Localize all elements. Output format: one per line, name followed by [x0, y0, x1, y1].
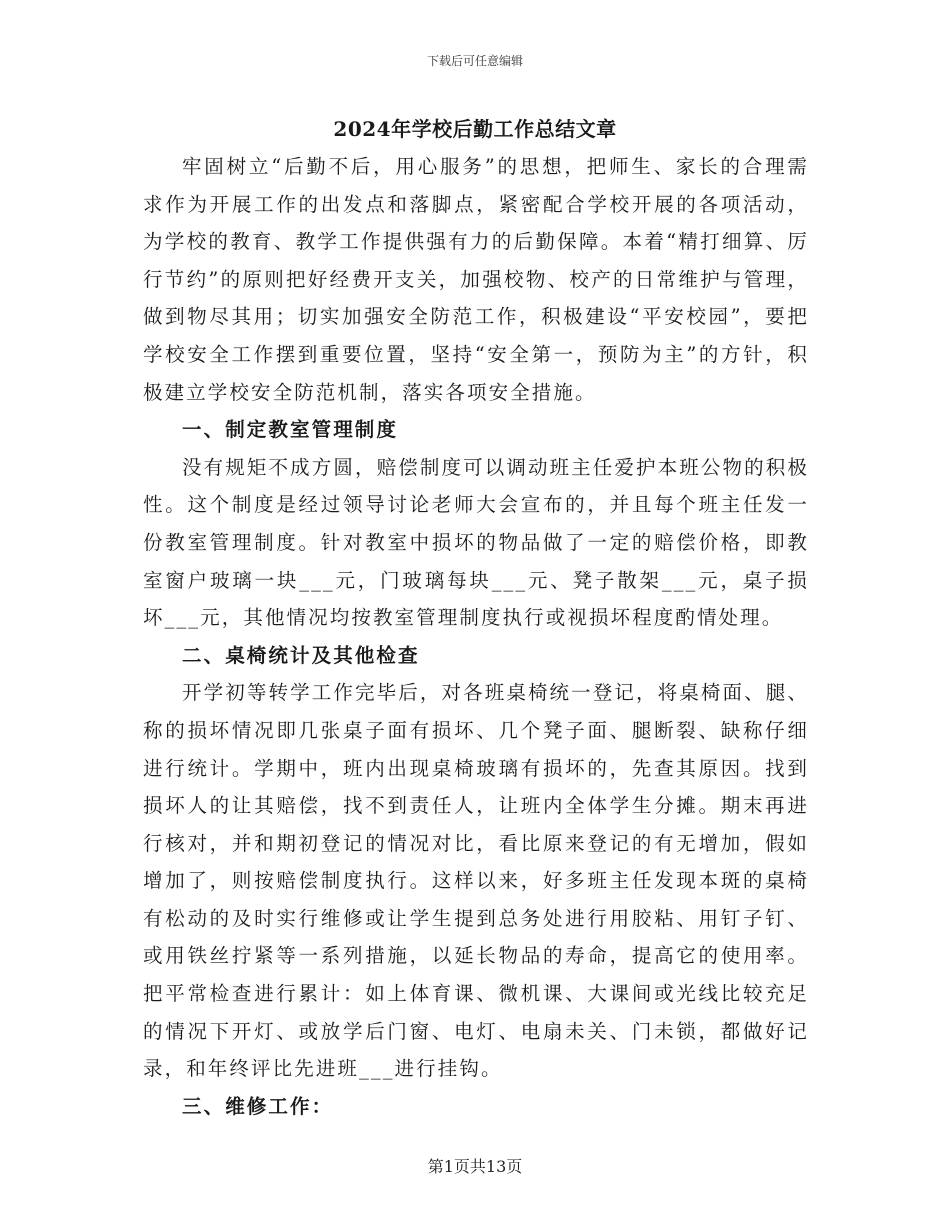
section-heading-3: 三、维修工作： [182, 1094, 334, 1118]
paragraph-section-2: 开学初等转学工作完毕后，对各班桌椅统一登记，将桌椅面、腿、称的损坏情况即几张桌子面有损坏、几个凳子面、腿断裂、缺称仔细进行统计。学期中，班内出现桌椅玻璃有损坏的，先查其原因。找到损坏人的让其赔偿，找不到责任人，让班内全体学生分摊。期末再进行核对，并和期初登记的情况对比，看比原来登记的有无增加，假如增加了，则按赔偿制度执行。这样以来，好多班主任发现本斑的桌椅有松动的及时实行维修或让学生提到总务处进行用胶粘、用钉子钉、或用铁丝拧紧等一系列措施，以延长物品的寿命，提高它的使用率。把平常检查进行累计：如上体育课、微机课、大课间或光线比较充足的情况下开灯、或放学后门窗、电灯、电扇未关、门未锁，都做好记录，和年终评比先进班___进行挂钩。 [143, 681, 809, 1081]
header-note: 下载后可任意编辑 [426, 54, 523, 68]
section-heading-2: 二、桌椅统计及其他检查 [182, 643, 420, 667]
section-heading-1: 一、制定教室管理制度 [182, 418, 399, 442]
page-title: 2024年学校后勤工作总结文章 [333, 117, 617, 141]
paragraph-section-1: 没有规矩不成方圆，赔偿制度可以调动班主任爱护本班公物的积极性。这个制度是经过领导讨论老师大会宣布的，并且每个班主任发一份教室管理制度。针对教室中损坏的物品做了一定的赔偿价格，即教室窗户玻璃一块___元，门玻璃每块___元、凳子散架___元，桌子损坏___元，其他情况均按教室管理制度执行或视损坏程度酌情处理。 [143, 455, 809, 630]
paragraph-intro: 牢固树立“后勤不后，用心服务”的思想，把师生、家长的合理需求作为开展工作的出发点和落脚点，紧密配合学校开展的各项活动，为学校的教育、教学工作提供强有力的后勤保障。本着“精打细算、厉行节约”的原则把好经费开支关，加强校物、校产的日常维护与管理，做到物尽其用；切实加强安全防范工作，积极建设“平安校园”，要把学校安全工作摆到重要位置，坚持“安全第一，预防为主”的方针，积极建立学校安全防范机制，落实各项安全措施。 [143, 155, 809, 404]
page-number: 第1页共13页 [427, 1157, 523, 1176]
document-body [143, 148, 809, 1125]
